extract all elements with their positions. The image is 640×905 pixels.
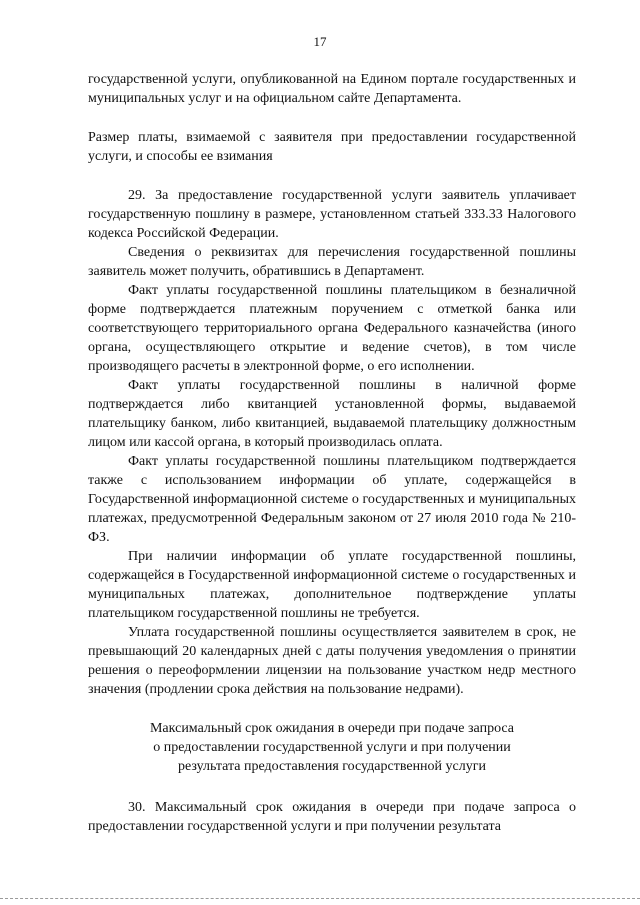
section-heading-queue-line-1: Максимальный срок ожидания в очереди при подаче запроса <box>149 721 515 736</box>
paragraph-gis-confirmation: Факт уплаты государственной пошлины плательщиком подтверждается также с использованием информации об уплате, содержащейся в Государственной информационной системе о государственных и муниципальных платежах, предусмотренной Федеральным законом от 27 июля 2010 года № 210-ФЗ. <box>88 454 576 545</box>
paragraph-30: 30. Максимальный срок ожидания в очереди при подаче запроса о предоставлении государственной услуги и при получении результата <box>88 800 576 834</box>
paragraph-cashless-payment: Факт уплаты государственной пошлины плательщиком в безналичной форме подтверждается платежным поручением с отметкой банка или соответствующего территориального органа Федерального казначейства (иного органа, осуществляющего открытие и ведение счетов), в том числе производящего расчеты в электронной форме, о его исполнении. <box>88 283 576 374</box>
section-heading-fee: Размер платы, взимаемой с заявителя при предоставлении государственной услуги, и способы ее взимания <box>88 130 576 164</box>
paragraph-continuation: государственной услуги, опубликованной на Едином портале государственных и муниципальных услуг и на официальном сайте Департамента. <box>88 72 576 106</box>
section-heading-queue-line-3: результата предоставления государственной услуги <box>178 759 486 774</box>
paragraph-no-confirmation-required: При наличии информации об уплате государственной пошлины, содержащейся в Государственной информационной системе о государственных и муниципальных платежах, дополнительное подтверждение уплаты плательщиком государственной пошлины не требуется. <box>88 549 576 621</box>
scan-edge-line <box>0 898 640 899</box>
section-heading-queue-line-2: о предоставлении государственной услуги и при получении <box>153 740 511 755</box>
paragraph-payment-deadline: Уплата государственной пошлины осуществляется заявителем в срок, не превышающий 20 календарных дней с даты получения уведомления о принятии решения о переоформлении лицензии на пользование участком недр местного значения (продлении срока действия на пользование недрами). <box>88 625 576 697</box>
section-heading-queue-time <box>88 719 576 776</box>
document-body <box>88 70 576 836</box>
paragraph-requisites: Сведения о реквизитах для перечисления государственной пошлины заявитель может получить, обратившись в Департамент. <box>88 245 576 279</box>
paragraph-29: 29. За предоставление государственной услуги заявитель уплачивает государственную пошлину в размере, установленном статьей 333.33 Налогового кодекса Российской Федерации. <box>88 188 576 241</box>
page-number: 17 <box>313 34 327 49</box>
paragraph-cash-payment: Факт уплаты государственной пошлины в наличной форме подтверждается либо квитанцией установленной формы, выдаваемой плательщику банком, либо квитанцией, выдаваемой плательщику должностным лицом или кассой органа, в который производилась оплата. <box>88 378 576 450</box>
